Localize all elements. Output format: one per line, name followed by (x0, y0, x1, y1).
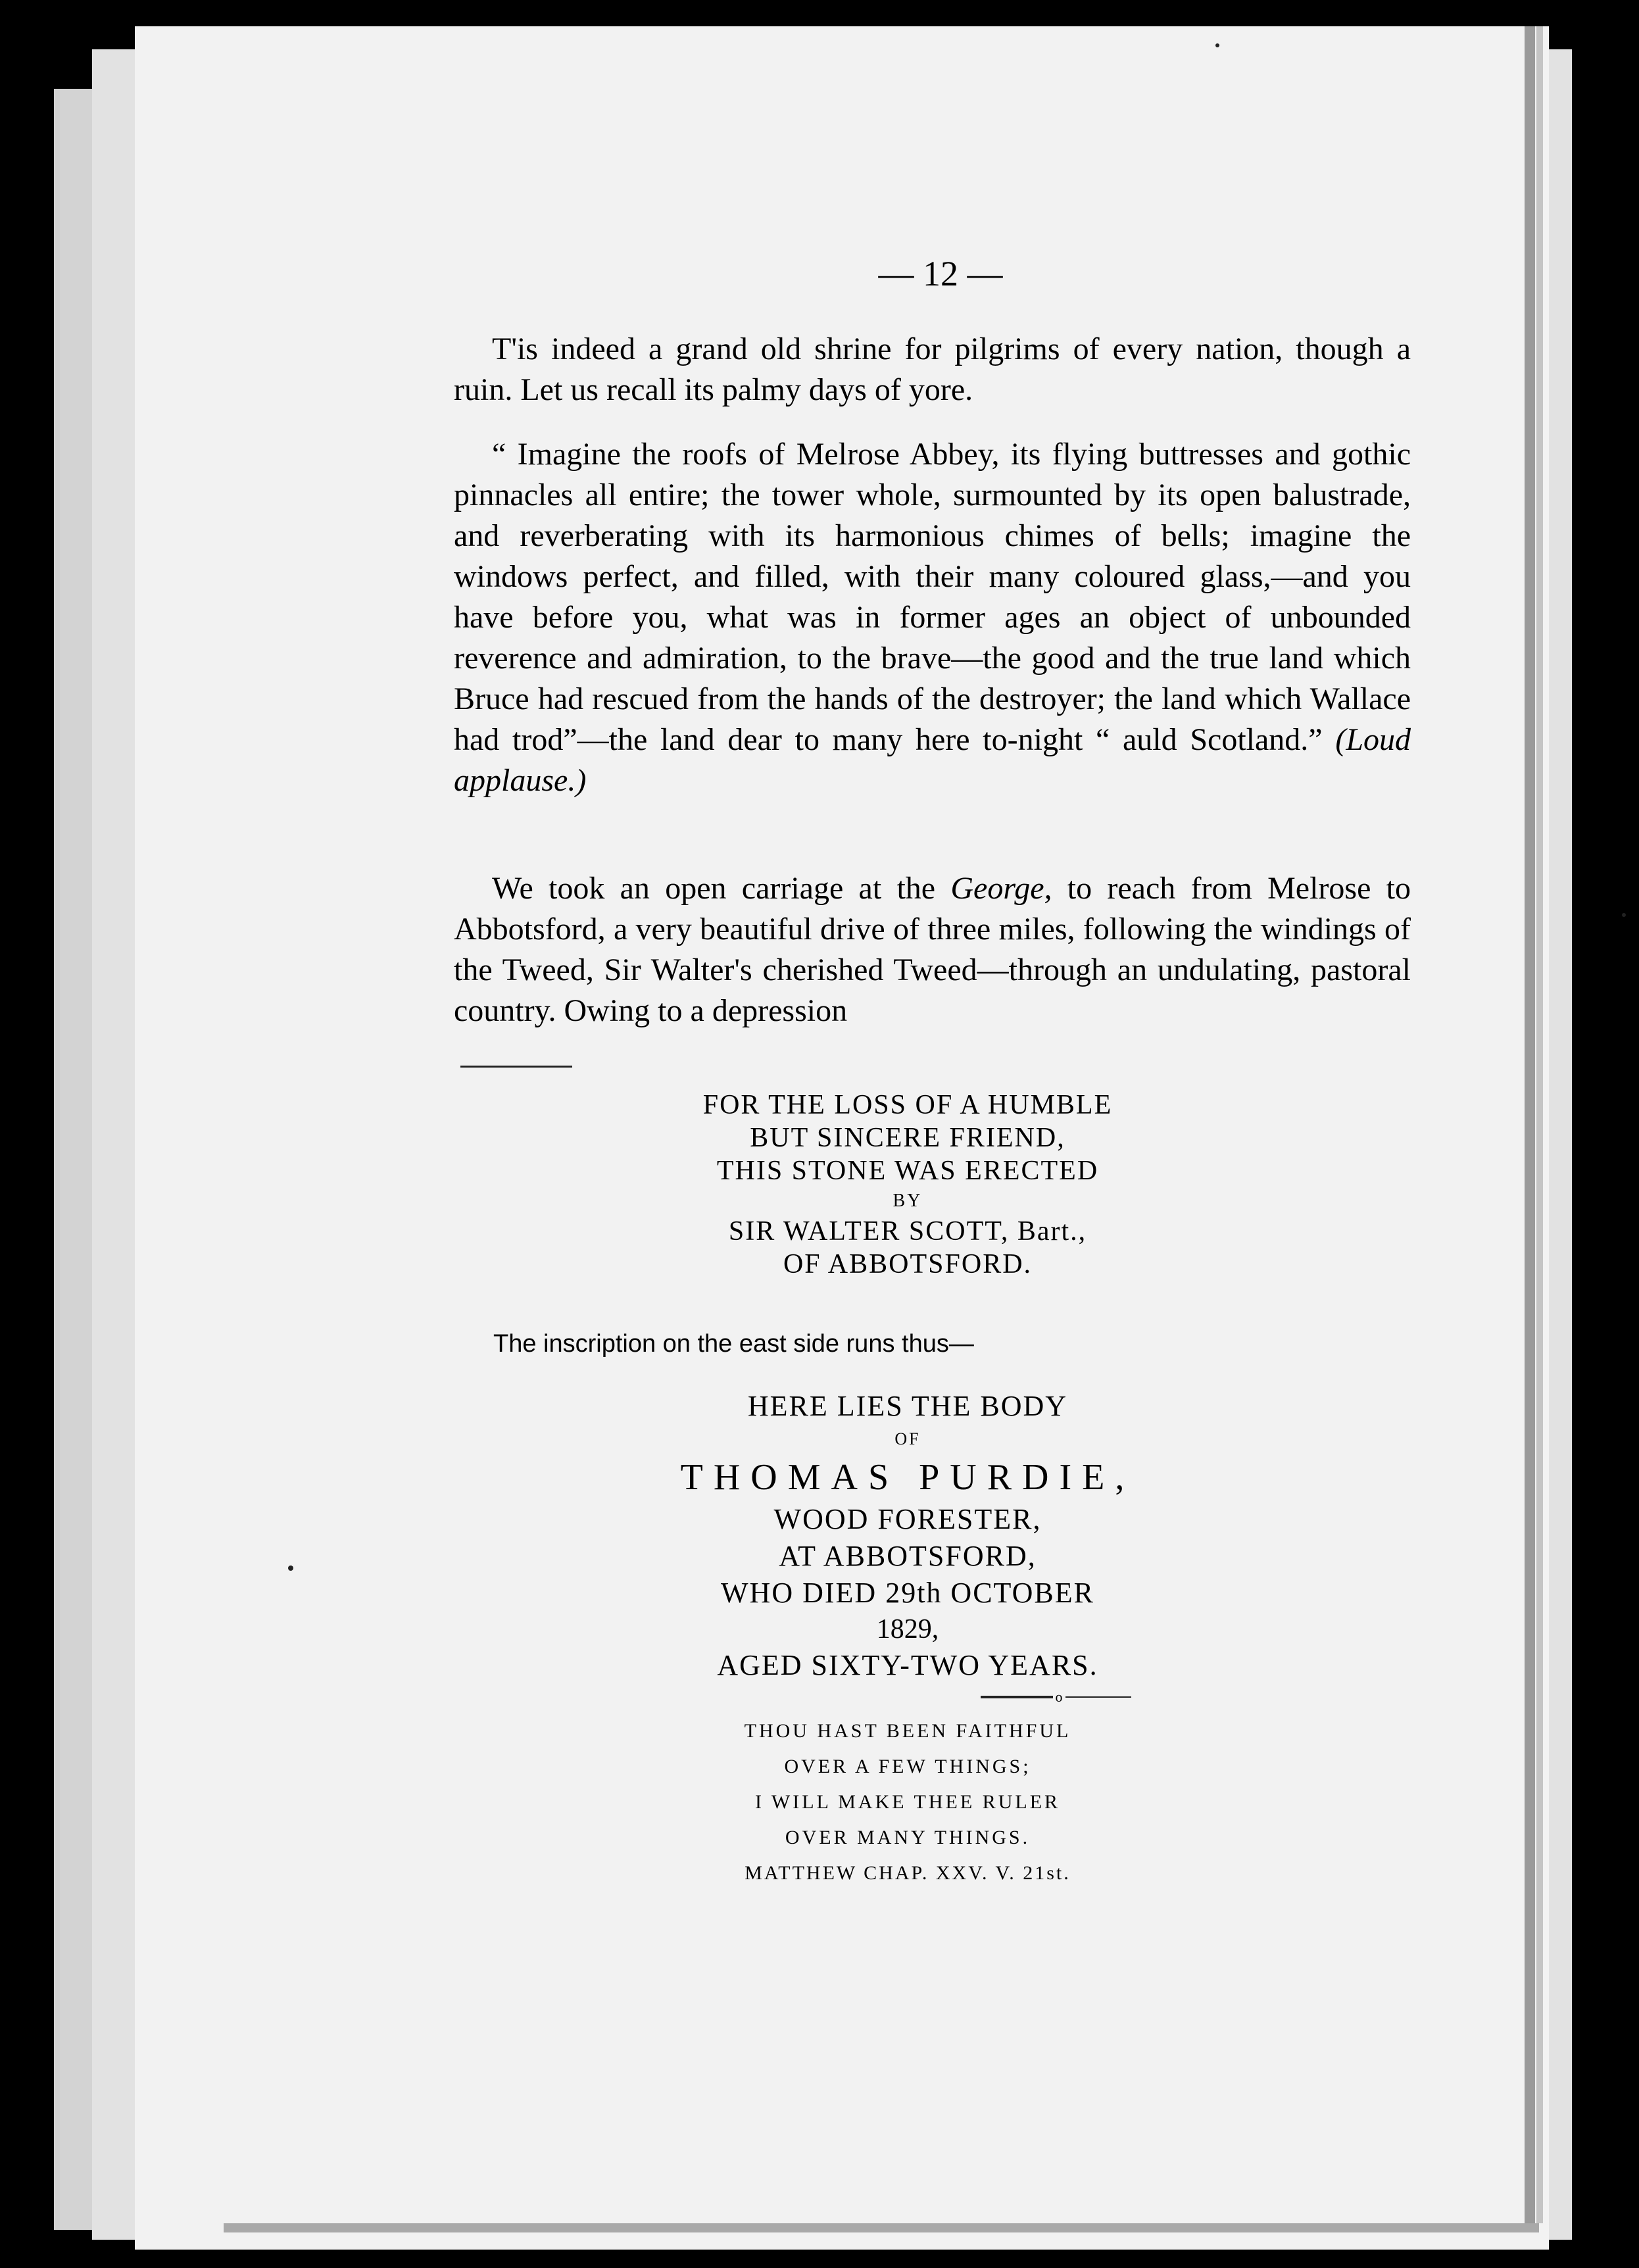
paragraph-melrose-quote (454, 434, 1411, 801)
paragraph-shrine: T'is indeed a grand old shrine for pilgrims of every nation, though a ruin. Let us recall its palmy days of yore. (454, 332, 1411, 407)
west-inscription (572, 1089, 1243, 1281)
applause-note: (Loud applause.) (454, 722, 1411, 798)
scripture-verse (572, 1713, 1243, 1891)
inscription-line: FOR THE LOSS OF A HUMBLE (702, 1090, 1113, 1120)
ornament-divider (980, 1689, 1131, 1705)
scan-speck (288, 1565, 293, 1571)
inscription-line: THIS STONE WAS ERECTED (716, 1156, 1099, 1186)
quote-text: “ Imagine the roofs of Melrose Abbey, its flying buttresses and gothic pinnacles all entire; the tower whole, surmounted by its open balustrade, and reverberating with its harmonious chimes of bells; imagine the windows perfect, and filled, with their many coloured glass,—and you have before you, what was in former ages an object of unbounded reverence and admiration, to the brave—the good and the true land which Bruce had rescued from the hands of the destroyer; the land which Wallace had trod”—the land dear to many here to-night “ auld Scotland.” (454, 437, 1411, 757)
hotel-name: George, (950, 871, 1052, 906)
verse-line: I WILL MAKE THEE RULER (754, 1791, 1061, 1813)
ornament-mark: o (1055, 1689, 1063, 1705)
inscription-line: SIR WALTER SCOTT, Bart., (728, 1216, 1087, 1246)
footnote-rule (460, 1066, 572, 1068)
verse-line: THOU HAST BEEN FAITHFUL (744, 1720, 1071, 1742)
inscription-line: 1829, (876, 1614, 939, 1644)
inscription-line: AGED SIXTY-TWO YEARS. (717, 1649, 1098, 1681)
verse-line: OVER A FEW THINGS; (784, 1756, 1031, 1777)
inscription-line: OF ABBOTSFORD. (783, 1249, 1033, 1279)
east-side-intro: The inscription on the east side runs thus— (493, 1330, 974, 1358)
inscription-line: BY (893, 1191, 923, 1211)
east-inscription (572, 1388, 1243, 1684)
page-bottom-edge (224, 2223, 1539, 2232)
inscription-line: HERE LIES THE BODY (747, 1390, 1068, 1422)
ornament-bar (1065, 1696, 1131, 1698)
carriage-text-rest: to reach from Melrose to Abbotsford, a very beautiful drive of three miles, following the windings of the Tweed, Sir Walter's cherished Tweed—through an undulating, pastoral country. Owing to a depression (454, 871, 1411, 1028)
carriage-text-start: We took an open carriage at the (492, 871, 936, 906)
inscription-name: THOMAS PURDIE, (680, 1457, 1135, 1498)
scan-speck (1622, 913, 1626, 917)
page-gutter-edge (1536, 26, 1543, 2223)
verse-line: OVER MANY THINGS. (785, 1827, 1031, 1848)
inscription-line: AT ABBOTSFORD, (779, 1540, 1037, 1572)
scan-speck (1215, 43, 1219, 47)
page-number: — 12 — (878, 254, 1003, 293)
inscription-line: WOOD FORESTER, (773, 1503, 1042, 1535)
inscription-line: OF (894, 1429, 921, 1448)
page-gutter-shadow (1525, 26, 1535, 2223)
ornament-bar (981, 1696, 1053, 1698)
paragraph-carriage-drive (454, 868, 1411, 1031)
inscription-line: WHO DIED 29th OCTOBER (721, 1577, 1094, 1609)
verse-reference: MATTHEW CHAP. XXV. V. 21st. (745, 1862, 1071, 1884)
inscription-line: BUT SINCERE FRIEND, (750, 1123, 1065, 1153)
